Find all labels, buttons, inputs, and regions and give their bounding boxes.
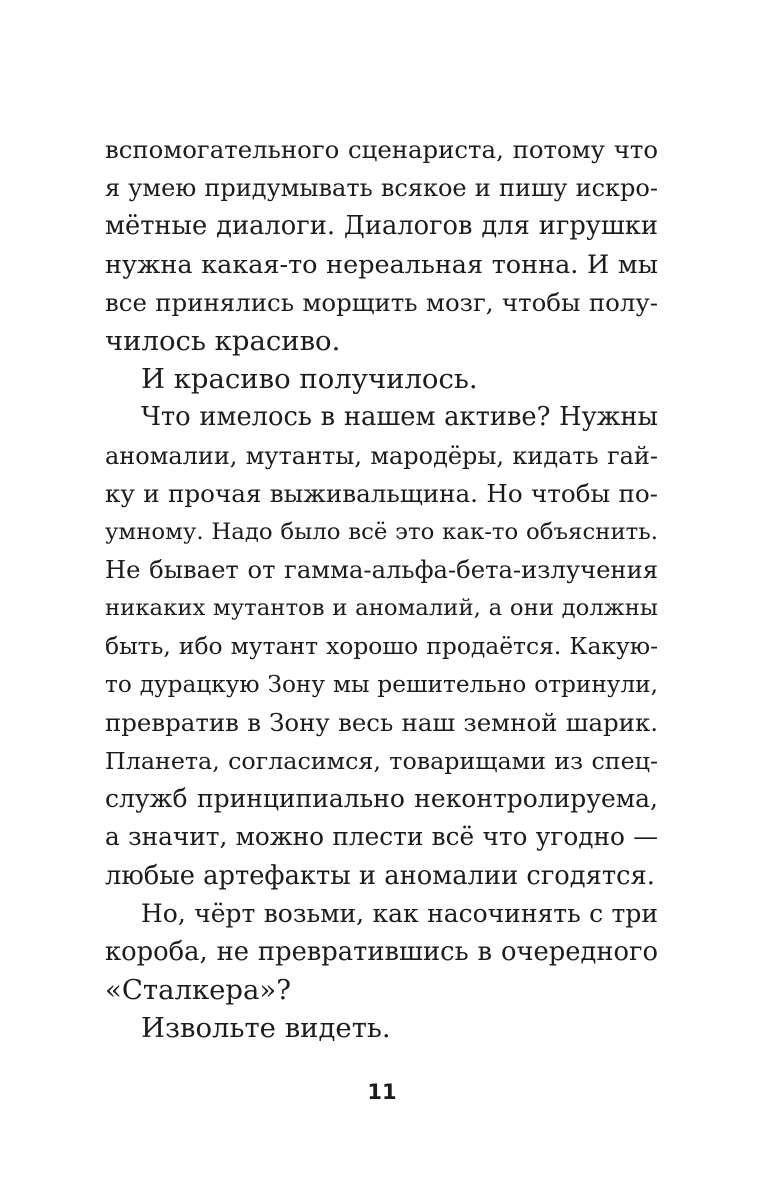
text-line: служб принципиально неконтролируема,: [105, 784, 658, 814]
text-line: Но, чёрт возьми, как насочинять с три: [141, 898, 658, 928]
text-line: аномалии, мутанты, мародёры, кидать гай-: [105, 441, 658, 470]
text-line: никаких мутантов и аномалий, а они должны: [105, 595, 658, 622]
text-line: мётные диалоги. Диалогов для игрушки: [105, 211, 658, 242]
text-line: И красиво получилось.: [141, 363, 478, 396]
text-line: Что имелось в нашем активе? Нужны: [141, 402, 658, 433]
text-line: умному. Надо было всё это как-то объяснить.: [105, 518, 658, 545]
text-line: все принялись морщить мозг, чтобы полу-: [105, 287, 658, 317]
text-line: то дурацкую Зону мы решительно отринули,: [105, 670, 658, 698]
text-line: Планета, согласимся, товарищами из спец-: [105, 747, 658, 775]
text-line: ку и прочая выживальщина. Но чтобы по-: [105, 478, 658, 508]
text-line: Извольте видеть.: [141, 1012, 391, 1045]
page-number: 11: [367, 1080, 397, 1104]
body-text: [105, 131, 658, 1048]
text-line: короба, не превратившись в очередного: [105, 936, 658, 967]
text-line: а значит, можно плести всё что угодно —: [105, 822, 658, 852]
text-line: вспомогательного сценариста, потому что: [105, 135, 658, 164]
text-line: любые артефакты и аномалии сгодятся.: [105, 860, 655, 891]
text-line: «Сталкера»?: [105, 974, 291, 1007]
text-line: нужна какая-то нереальная тонна. И мы: [105, 249, 658, 280]
text-line: я умею придумывать всякое и пишу искро-: [105, 174, 658, 203]
text-line: превратив в Зону весь наш земной шарик.: [105, 707, 658, 737]
text-line: быть, ибо мутант хорошо продаётся. Какую-: [105, 632, 658, 661]
text-line: чилось красиво.: [105, 324, 341, 357]
text-line: Не бывает от гамма-альфа-бета-излучения: [105, 556, 658, 585]
